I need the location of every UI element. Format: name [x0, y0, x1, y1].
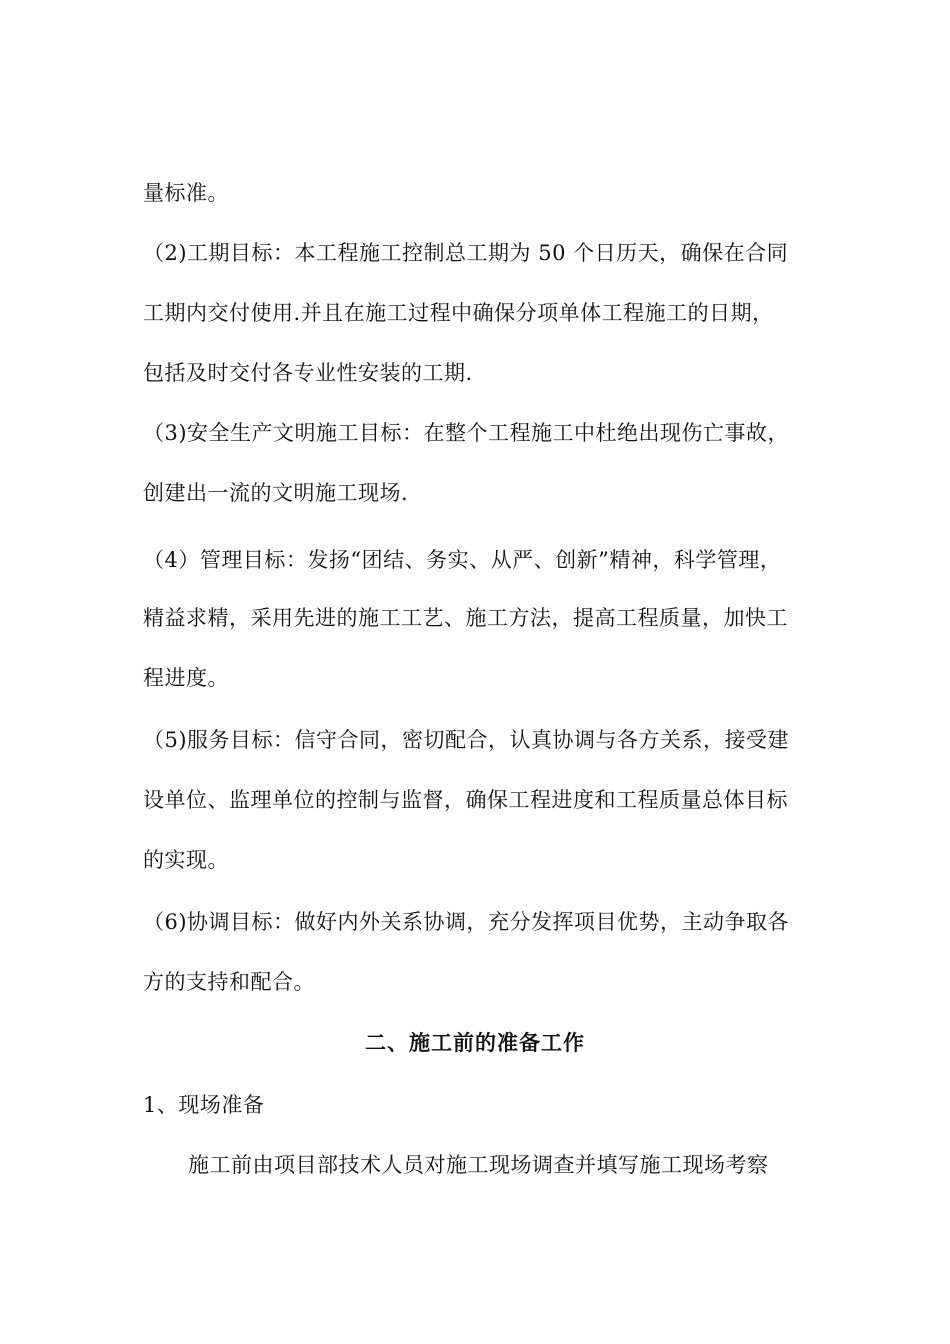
text-line-11: 设单位、监理单位的控制与监督，确保工程进度和工程质量总体目标 — [143, 788, 788, 812]
text-line-8: 精益求精，采用先进的施工工艺、施工方法，提高工程质量，加快工 — [143, 606, 788, 630]
text-line-6: 创建出一流的文明施工现场. — [143, 481, 409, 505]
text-line-4: 包括及时交付各专业性安装的工期. — [143, 361, 473, 385]
text-line-14: 方的支持和配合。 — [143, 970, 315, 994]
text-line-13: （6)协调目标：做好内外关系协调，充分发挥项目优势，主动争取各 — [143, 910, 790, 934]
text-line-10: （5)服务目标：信守合同，密切配合，认真协调与各方关系，接受建 — [143, 728, 790, 752]
text-line-1: 量标准。 — [143, 181, 229, 205]
section-heading: 二、施工前的准备工作 — [365, 1030, 585, 1055]
paragraph-first-line: 施工前由项目部技术人员对施工现场调查并填写施工现场考察 — [188, 1153, 769, 1177]
subsection-heading: 1、现场准备 — [143, 1093, 265, 1117]
text-line-12: 的实现。 — [143, 848, 229, 872]
text-line-2: （2)工期目标：本工程施工控制总工期为 50 个日历天，确保在合同 — [143, 241, 789, 265]
text-line-7: （4）管理目标：发扬“团结、务实、从严、创新”精神，科学管理， — [143, 548, 782, 572]
text-line-9: 程进度。 — [143, 666, 229, 690]
text-line-3: 工期内交付使用.并且在施工过程中确保分项单体工程施工的日期， — [143, 301, 774, 325]
text-line-5: （3)安全生产文明施工目标：在整个工程施工中杜绝出现伤亡事故， — [143, 421, 790, 445]
